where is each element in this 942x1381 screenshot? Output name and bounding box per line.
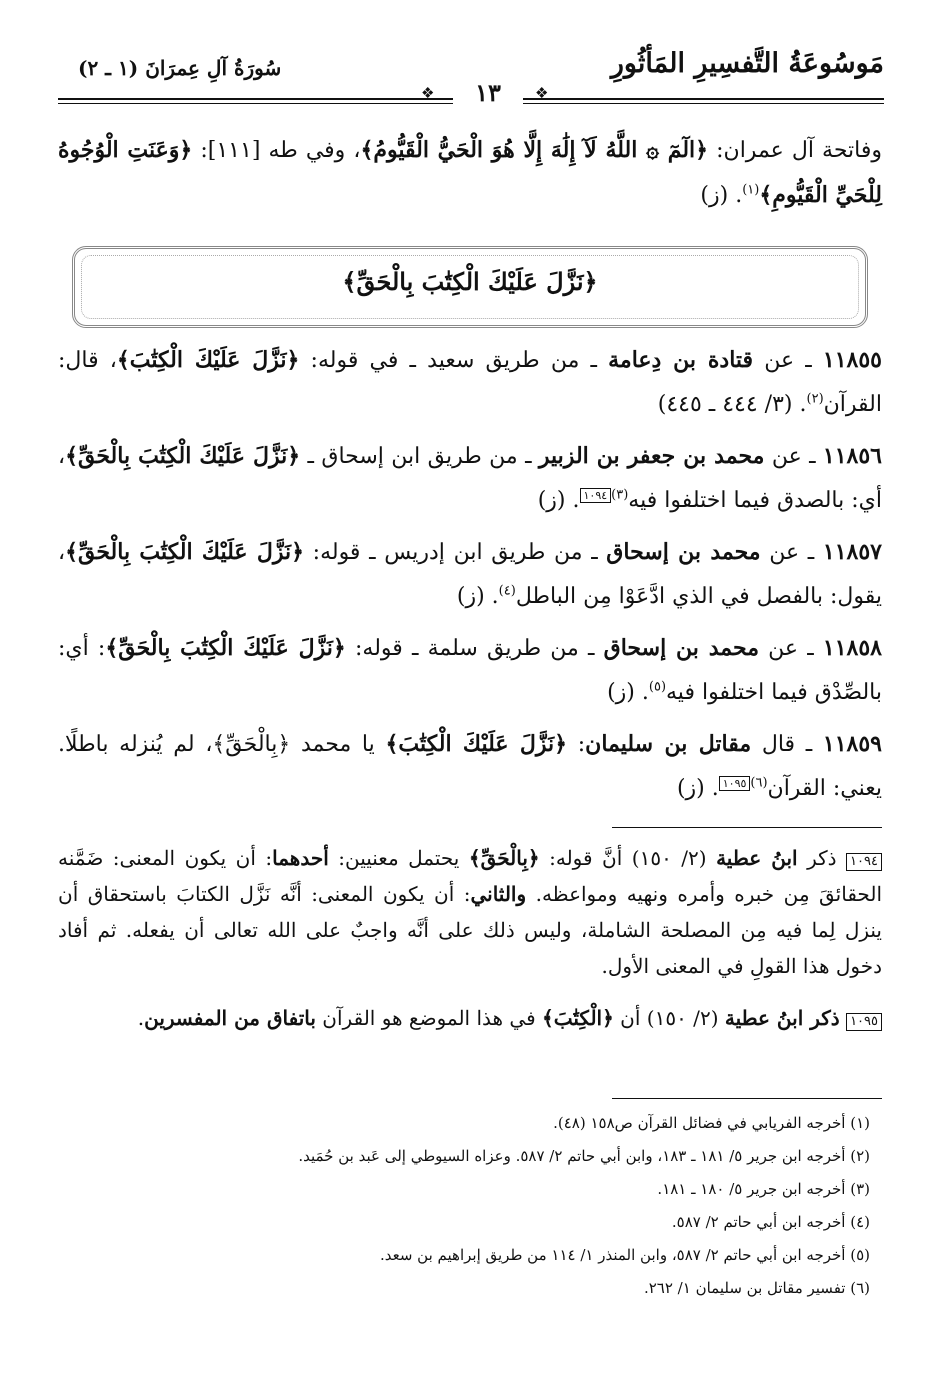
entry-text: ـ من طريق سعيد ـ في قوله: [299,348,609,373]
note-text: . [137,1006,145,1030]
note-text: في هذا الموضع هو القرآن [315,1006,543,1030]
ayah-quote: ﴿الْكِتَٰبَ﴾ [542,1006,614,1030]
notes-separator [612,827,882,828]
entry-text: ـ عن [753,348,823,373]
note-number-box: ١٠٩٤ [846,853,882,871]
note-text: (٢/ ١٥٠) أن [613,1006,725,1030]
ayah-quote: ﴿نَزَّلَ عَلَيْكَ الْكِتَٰبَ بِالْحَقِّ﴾ [65,539,304,565]
narrator-name: محمد بن إسحاق [603,635,759,661]
entry [58,626,882,715]
entry-number: ١١٨٥٦ [822,443,882,469]
ornament-icon: ❖ [421,84,435,102]
footnote: (٢) أخرجه ابن جرير ٥/ ١٨١ ـ ١٨٣، وابن أبي حاتم ٢/ ٥٨٧. وعزاه السيوطي إلى عَبد بن حُمَيد. [298,1147,870,1165]
entry-text: يا محمد ﴿بِالْحَقِّ﴾، لم يُنزله باطلًا. يعني: القرآن [58,732,882,801]
note-number-box: ١٠٩٥ [846,1013,882,1031]
entry-text: . (٣/ ٤٤٤ ـ ٤٤٥) [657,392,807,417]
entry-text: ، يقول: بالفصل في الذي ادَّعَوْا مِن الباطل [58,540,882,609]
note-text: : أن يكون المعنى: أنَّه نَزَّل الكتابَ باستحقاق أن ينزل لِما فيه مِن المصلحة الشاملة، وليس ذلك على أنَّه واجبٌ على الله تعالى أن يفعله. ثم أفاد دخول هذا القولِ في المعنى الأول. [58,882,882,978]
footnote: (٥) أخرجه ابن أبي حاتم ٢/ ٥٨٧، وابن المنذر ١/ ١١٤ من طريق إبراهيم بن سعد. [379,1246,870,1264]
note-text: (٢/ ١٥٠) أنَّ قوله: [539,846,717,870]
entry-number: ١١٨٥٩ [822,731,882,757]
entry-text: ، قال: القرآن [58,348,882,417]
ayah-quote: ﴿نَزَّلَ عَلَيْكَ الْكِتَٰبَ﴾ [385,731,568,757]
narrator-name: مقاتل بن سليمان [585,731,752,757]
footnote: (٤) أخرجه ابن أبي حاتم ٢/ ٥٨٧. [671,1213,870,1231]
surah-title: سُورَةُ آلِ عِمرَانَ (١ ـ ٢) [78,56,282,80]
entry-text: ـ من طريق سلمة ـ قوله: [345,636,604,661]
entry-text: . (ز) [607,680,649,705]
entry-text: ، أي: بالصدق فيما اختلفوا فيه [58,444,882,513]
intro-text: ، وفي طه [١١١]: [192,138,361,163]
note-marker-box: ١٠٩٥ [719,776,751,791]
section-heading: ﴿نَزَّلَ عَلَيْكَ الْكِتَٰبَ بِالْحَقِّ﴾ [342,267,598,296]
series-title: مَوسُوعَةُ التَّفسِيرِ المَأثُورِ [610,48,884,79]
page-number: ١٣ [453,78,523,107]
ayah-quote: ﴿نَزَّلَ عَلَيْكَ الْكِتَٰبَ بِالْحَقِّ﴾ [65,443,301,469]
entry-text: ـ من طريق ابن إدريس ـ قوله: [304,540,607,565]
ayah-quote: ﴿بِالْحَقِّ﴾ [468,846,540,870]
footnote-ref: (٦) [750,775,768,791]
narrator-name: قتادة بن دِعامة [608,347,754,373]
intro-paragraph [58,128,882,218]
entry-text: ـ قال [751,732,823,757]
entry-text: ـ عن [759,636,823,661]
entry-text: . (ز) [676,776,719,801]
entry-text: ـ عن [760,540,823,565]
entry [58,530,882,619]
note-text: : أن يكون المعنى: ضَمَّنه الحقائقَ مِن خبره وأمره ونهيه ومواعظه. [58,846,882,906]
entry-text: : [567,732,586,757]
scholar-note [58,840,882,984]
narrator-name: محمد بن إسحاق [606,539,761,565]
note-emphasis: أحدهما [272,846,329,870]
footnote: (١) أخرجه الفريابي في فضائل القرآن ص١٥٨ (٤٨). [553,1114,870,1132]
footnote-ref: (١) [742,182,760,198]
footnote: (٣) أخرجه ابن جرير ٥/ ١٨٠ ـ ١٨١. [657,1180,870,1198]
ornament-icon: ❖ [535,84,549,102]
entry-number: ١١٨٥٥ [822,347,882,373]
note-author: ابنُ عطية [716,846,798,870]
entry-text: : أي: بالصِّدْق فيما اختلفوا فيه [58,636,882,705]
note-marker-box: ١٠٩٤ [580,488,612,503]
note-text: ذكر [797,846,847,870]
footnote-ref: (٥) [648,679,667,695]
note-text: يحتمل معنيين: [328,846,469,870]
intro-text: وفاتحة آل عمران: [708,138,882,163]
note-emphasis: والثاني [470,882,527,906]
note-emphasis: باتفاق من المفسرين [144,1006,316,1030]
ayah-quote: ﴿وَعَنَتِ الْوُجُوهُ لِلْحَيِّ الْقَيُّومِ﴾ [58,137,882,208]
entry-text: . (ز) [456,584,499,609]
narrator-name: محمد بن جعفر بن الزبير [538,443,765,469]
entry [58,434,882,523]
ayah-quote: ﴿نَزَّلَ عَلَيْكَ الْكِتَٰبَ بِالْحَقِّ﴾ [105,635,346,661]
entry-number: ١١٨٥٨ [822,635,882,661]
entry [58,338,882,427]
footnote-ref: (٤) [498,583,516,599]
footnotes-separator [612,1098,882,1099]
scholar-note [58,1000,882,1036]
intro-text: . (ز) [700,183,743,208]
entry-text: ـ من طريق ابن إسحاق ـ [300,444,539,469]
entry-text: ـ عن [764,444,823,469]
footnote-ref: (٣) [611,487,629,503]
note-author: ذكر ابنُ عطية [724,1006,840,1030]
footnote-ref: (٢) [806,391,824,407]
ayah-quote: ﴿الٓمٓ ۞ اللَّهُ لَآ إِلَٰهَ إِلَّا هُوَ الْحَيُّ الْقَيُّومُ﴾ [360,137,709,163]
section-heading-frame [72,246,868,328]
entry-number: ١١٨٥٧ [822,539,882,565]
footnote: (٦) تفسير مقاتل بن سليمان ١/ ٢٦٢. [643,1279,870,1297]
entry-text: . (ز) [537,488,580,513]
entry [58,722,882,811]
running-header [58,40,884,110]
ayah-quote: ﴿نَزَّلَ عَلَيْكَ الْكِتَٰبَ﴾ [116,347,300,373]
